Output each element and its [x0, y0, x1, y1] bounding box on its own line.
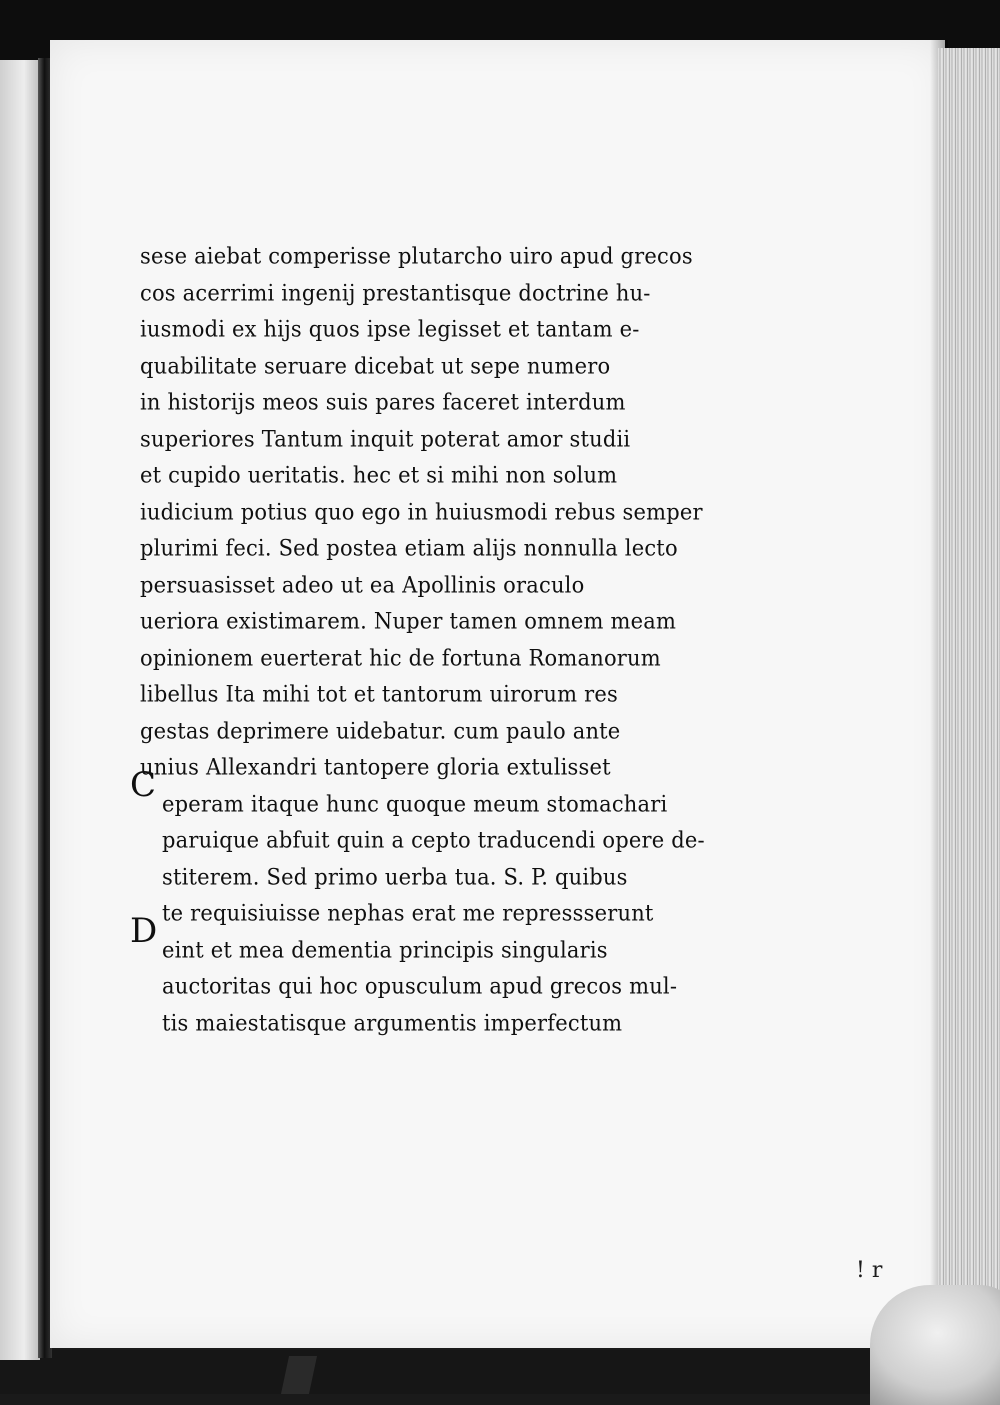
- text-line: iudicium potius quo ego in huiusmodi rebus semper: [140, 498, 703, 525]
- holding-thumb: [870, 1285, 1000, 1405]
- book-page-edges: [938, 48, 1000, 1348]
- text-line: paruique abfuit quin a cepto traducendi opere de-: [162, 827, 705, 853]
- facing-page-edge: [0, 60, 40, 1360]
- text-line: persuasisset adeo ut ea Apollinis oraculo: [140, 571, 585, 598]
- text-line: sese aiebat comperisse plutarcho uiro apud grecos: [140, 243, 693, 269]
- text-line: eint et mea dementia principis singularis: [162, 936, 608, 963]
- text-line: eperam itaque hunc quoque meum stomachari: [162, 790, 668, 817]
- text-line: iusmodi ex hijs quos ipse legisset et tantam e-: [140, 316, 640, 342]
- text-line: auctoritas qui hoc opusculum apud grecos mul-: [162, 973, 678, 999]
- text-line: te requisiuisse nephas erat me repressserunt: [162, 900, 654, 926]
- text-line: superiores Tantum inquit poterat amor studii: [140, 425, 631, 452]
- text-line: in historijs meos suis pares faceret interdum: [140, 389, 626, 415]
- text-line: cos acerrimi ingenij prestantisque doctrine hu-: [140, 279, 651, 306]
- manuscript-text: [140, 238, 705, 1041]
- corner-marks: ! r: [856, 1258, 883, 1283]
- text-line: unius Allexandri tantopere gloria extulisset: [140, 754, 611, 780]
- initial-letter-c: C: [130, 765, 157, 805]
- text-line: opinionem euerterat hic de fortuna Romanorum: [140, 644, 661, 671]
- initial-letter-d: D: [130, 911, 158, 951]
- text-line: ueriora existimarem. Nuper tamen omnem meam: [140, 608, 677, 634]
- text-line: plurimi feci. Sed postea etiam alijs nonnulla lecto: [140, 535, 678, 561]
- text-line: gestas deprimere uidebatur. cum paulo ante: [140, 717, 621, 744]
- text-line: stiterem. Sed primo uerba tua. S. P. quibus: [162, 863, 628, 890]
- text-line: et cupido ueritatis. hec et si mihi non solum: [140, 462, 618, 488]
- text-line: tis maiestatisque argumentis imperfectum: [162, 1009, 623, 1036]
- scan-background-bottom: [0, 1350, 1000, 1394]
- text-line: libellus Ita mihi tot et tantorum uirorum res: [140, 681, 618, 707]
- text-line: quabilitate seruare dicebat ut sepe numero: [140, 352, 611, 379]
